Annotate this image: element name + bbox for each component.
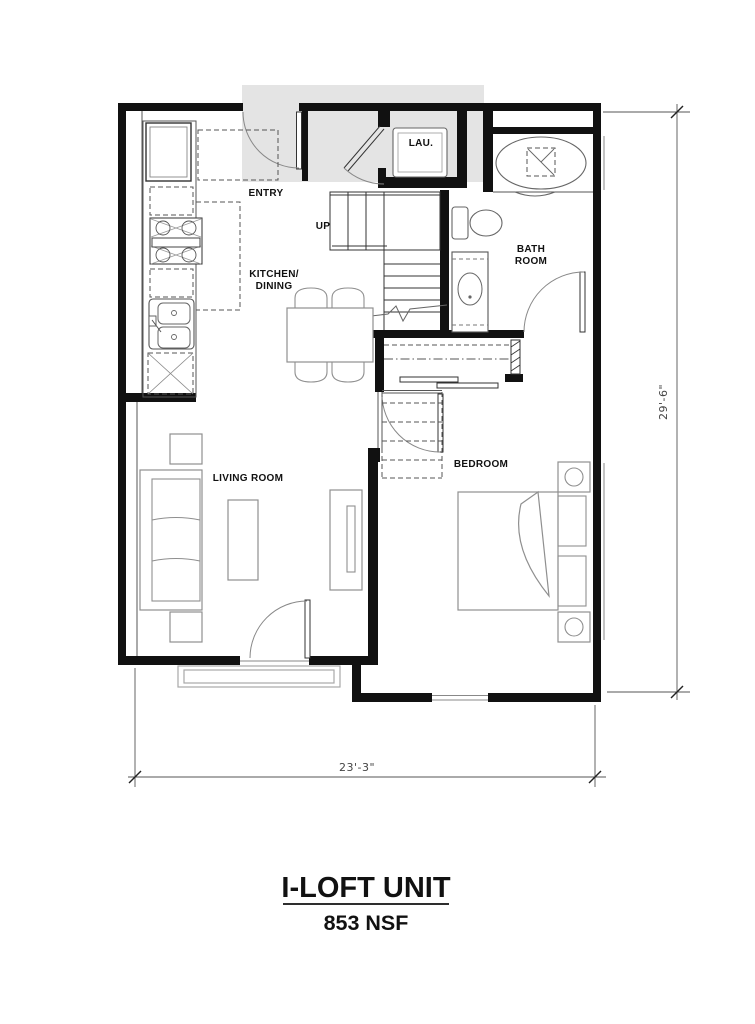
nightstand — [558, 462, 590, 492]
deck — [178, 666, 340, 687]
dining-chair — [295, 288, 327, 308]
under-stair-closet — [384, 345, 510, 388]
overall-width-dimension: 23'-3" — [338, 761, 376, 774]
kitchen-sink — [149, 299, 194, 349]
living-room-furniture — [140, 434, 362, 642]
bathtub — [496, 137, 586, 189]
dining-chair — [295, 362, 327, 382]
headboard — [558, 496, 586, 546]
laundry-label: LAU. — [408, 138, 434, 149]
stair-dashed-overhead — [382, 391, 442, 479]
patio-door — [240, 600, 310, 661]
washer — [393, 128, 447, 177]
room-labels — [213, 138, 547, 484]
dining-table — [287, 288, 373, 382]
sofa — [140, 470, 202, 610]
bathroom-label-line2: ROOM — [514, 256, 548, 267]
stair-upper-flight — [330, 192, 440, 250]
laundry-room — [393, 128, 447, 177]
headboard — [558, 556, 586, 606]
stair-lower-flight — [384, 264, 440, 312]
vanity-sink — [452, 252, 488, 332]
title-block — [281, 872, 450, 935]
unit-name-title: I-LOFT UNIT — [281, 872, 451, 904]
nightstand — [558, 612, 590, 642]
kitchen-label-line1: KITCHEN/ — [249, 269, 299, 280]
coffee-table — [228, 500, 258, 580]
overall-depth-dimension: 29'-6" — [657, 383, 670, 421]
bedroom-furniture — [458, 462, 590, 642]
upper-cabinets-dashed — [196, 202, 240, 310]
kitchen-label-line2: DINING — [255, 281, 293, 292]
closet-sliding-door — [400, 377, 458, 382]
living-room-label: LIVING ROOM — [212, 473, 284, 484]
bedroom-label: BEDROOM — [453, 459, 509, 470]
side-table — [170, 612, 202, 642]
dimension-bottom — [128, 668, 606, 787]
tv-console — [330, 490, 362, 590]
closet-sliding-door — [437, 383, 498, 388]
range — [150, 218, 202, 264]
entry-label: ENTRY — [248, 188, 284, 199]
base-cabinet — [150, 187, 193, 215]
dining-chair — [332, 288, 364, 308]
unit-area-title: 853 NSF — [323, 911, 409, 935]
dishwasher — [148, 353, 193, 394]
dimension-right — [603, 104, 690, 700]
hatched-jamb — [511, 340, 520, 374]
dining-chair — [332, 362, 364, 382]
bathroom-label-line1: BATH — [516, 244, 546, 255]
base-cabinet — [150, 269, 193, 297]
side-table — [170, 434, 202, 464]
refrigerator — [146, 123, 191, 181]
toilet — [452, 207, 502, 239]
bathroom-door — [524, 272, 585, 332]
stairs-up-label: UP — [315, 221, 331, 232]
